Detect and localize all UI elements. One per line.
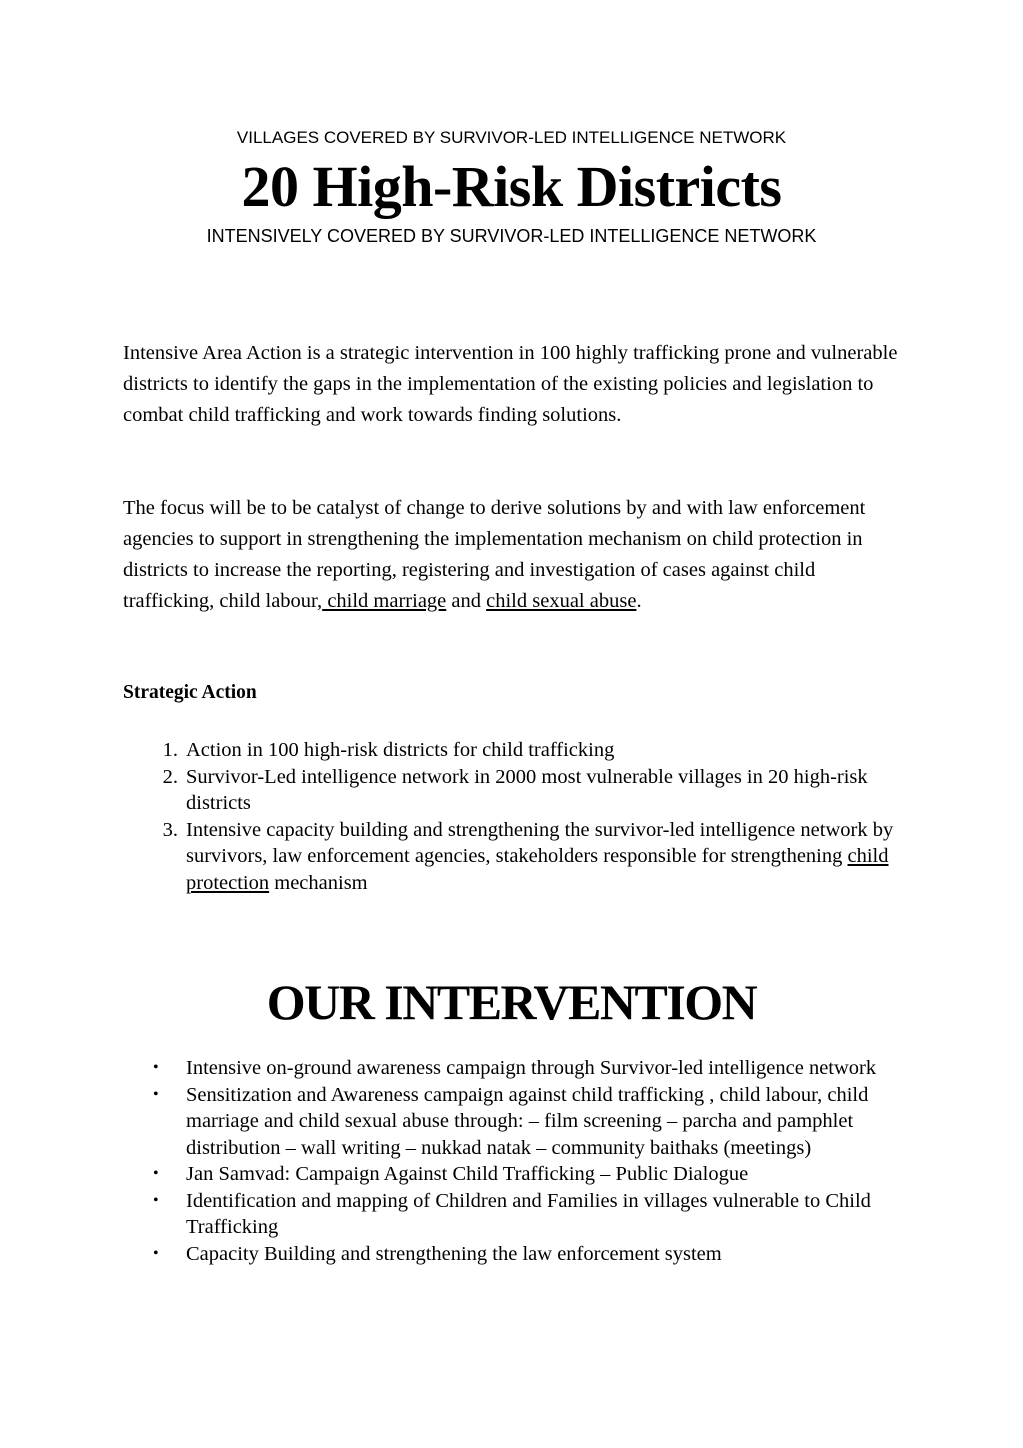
list-marker: 2.: [162, 765, 178, 788]
header-subtitle: INTENSIVELY COVERED BY SURVIVOR-LED INTELLIGENCE NETWORK: [206, 226, 817, 246]
paragraph-2-and: and: [446, 590, 487, 612]
list-item-text: Survivor-Led intelligence network in 2000 most vulnerable villages in 20 high-risk districts: [186, 765, 868, 814]
list-item: [123, 817, 898, 897]
list-item: [123, 1188, 898, 1241]
child-marriage-link[interactable]: child marriage: [322, 590, 447, 612]
strategic-action-list: [123, 737, 898, 896]
bullet-icon: •: [153, 1085, 159, 1103]
list-item-text: Action in 100 high-risk districts for child trafficking: [186, 739, 615, 761]
intervention-list: [123, 1055, 898, 1267]
header-kicker: VILLAGES COVERED BY SURVIVOR-LED INTELLIGENCE NETWORK: [236, 128, 787, 147]
list-item: [123, 1241, 898, 1268]
list-item: [123, 737, 898, 764]
list-item-text-end: mechanism: [269, 871, 368, 894]
page-title: 20 High-Risk Districts: [241, 154, 782, 219]
list-item-text: Intensive on-ground awareness campaign through Survivor-led intelligence network: [186, 1057, 877, 1079]
list-item: [123, 1082, 898, 1162]
list-item-text: Capacity Building and strengthening the law enforcement system: [186, 1242, 722, 1265]
bullet-icon: •: [153, 1059, 159, 1076]
list-item: [123, 1161, 898, 1188]
bullet-icon: •: [153, 1191, 159, 1209]
child-protection-link[interactable]: child protection: [186, 845, 889, 894]
child-sexual-abuse-link[interactable]: child sexual abuse: [486, 590, 637, 612]
intro-paragraph-1: Intensive Area Action is a strategic intervention in 100 highly trafficking prone and vulnerable districts to identify the gaps in the implementation of the existing policies and legislation to combat child trafficking and work towards finding solutions.: [123, 342, 898, 426]
paragraph-2-end: .: [636, 590, 642, 612]
list-marker: 1.: [162, 739, 178, 761]
list-item-text: Identification and mapping of Children and Families in villages vulnerable to Child Trafficking: [186, 1189, 871, 1238]
list-item-text: Intensive capacity building and strengthening the survivor-led intelligence network by survivors, law enforcement agencies, stakeholders responsible for strengthening: [186, 818, 899, 867]
list-item-text: Jan Samvad: Campaign Against Child Trafficking – Public Dialogue: [186, 1163, 749, 1185]
bullet-icon: •: [153, 1165, 159, 1182]
intro-paragraph-2: [123, 493, 898, 617]
intervention-heading: OUR INTERVENTION: [266, 974, 757, 1030]
bullet-icon: •: [153, 1244, 159, 1262]
list-marker: 3.: [162, 818, 178, 841]
strategic-action-heading: Strategic Action: [123, 682, 257, 703]
list-item: [123, 1055, 898, 1082]
list-item-text: Sensitization and Awareness campaign against child trafficking , child labour, child marriage and child sexual abuse through: – film screening – parcha and pamphlet distribution – wall writing – nukkad natak – community baithaks (meetings): [186, 1083, 869, 1159]
list-item: [123, 764, 898, 817]
paragraph-2-text: The focus will be to be catalyst of change to derive solutions by and with law enforcement agencies to support in strengthening the implementation mechanism on child protection in districts to increase the reporting, registering and investigation of cases against child trafficking, child labour,: [123, 497, 866, 612]
